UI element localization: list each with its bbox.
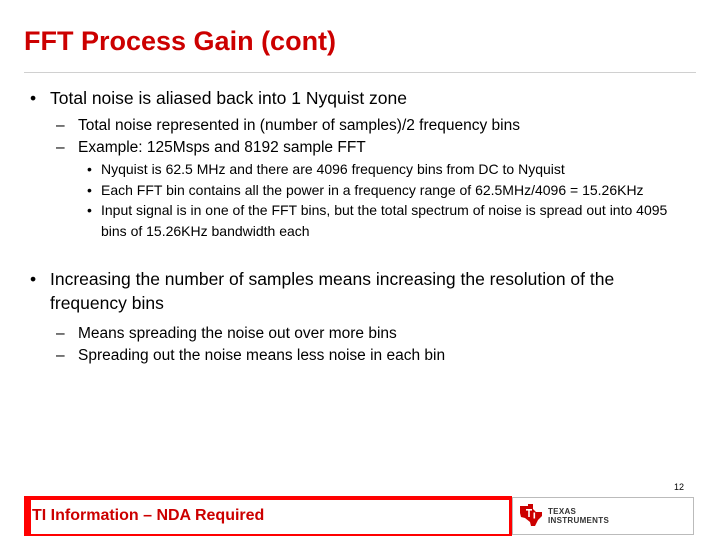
- bullet-text: Nyquist is 62.5 MHz and there are 4096 frequency bins from DC to Nyquist: [101, 161, 565, 177]
- ti-state-icon: [518, 503, 544, 527]
- logo-wordmark-line1: TEXAS: [548, 507, 577, 516]
- bullet-dot-icon: •: [30, 269, 37, 289]
- bullet-level2: [30, 115, 690, 137]
- bullet-level2: [30, 345, 690, 367]
- bullet-text: Increasing the number of samples means increasing the resolution of the frequency bins: [50, 269, 615, 313]
- slide-title: FFT Process Gain (cont): [24, 26, 337, 56]
- bullet-text: Each FFT bin contains all the power in a frequency range of 62.5MHz/4096 = 15.26KHz: [101, 181, 644, 198]
- title-divider: [24, 72, 696, 73]
- bullet-dot-icon: •: [87, 181, 92, 198]
- bullet-text: Total noise represented in (number of samples)/2 frequency bins: [78, 117, 520, 134]
- bullet-dot-icon: •: [30, 88, 37, 108]
- bullet-text: Means spreading the noise out over more bins: [78, 325, 397, 342]
- bullet-level3: [30, 200, 690, 241]
- bullet-level3: [30, 180, 690, 201]
- slide-body: [30, 86, 690, 367]
- bullet-level3: [30, 159, 690, 180]
- bullet-dash-icon: –: [56, 139, 65, 156]
- classification-label: TI Information – NDA Required: [32, 507, 265, 524]
- bullet-level1: [30, 86, 690, 110]
- logo-wordmark-line2: INSTRUMENTS: [548, 516, 610, 525]
- bullet-dash-icon: –: [56, 347, 65, 364]
- bullet-dash-icon: –: [56, 325, 65, 342]
- bullet-text: Spreading out the noise means less noise in each bin: [78, 347, 446, 364]
- bullet-dot-icon: •: [87, 161, 92, 177]
- page-number: 12: [673, 482, 684, 492]
- bullet-text: Example: 125Msps and 8192 sample FFT: [78, 139, 366, 156]
- bullet-text: Total noise is aliased back into 1 Nyquist zone: [50, 88, 408, 108]
- bullet-level1: [30, 267, 690, 315]
- bullet-dash-icon: –: [56, 117, 65, 134]
- bullet-dot-icon: •: [87, 202, 92, 218]
- bullet-level2: [30, 137, 690, 159]
- bullet-level2: [30, 323, 690, 345]
- bullet-text: Input signal is in one of the FFT bins, but the total spectrum of noise is spread out into 4095 bins of 15.26KHz bandwidth each: [101, 202, 668, 239]
